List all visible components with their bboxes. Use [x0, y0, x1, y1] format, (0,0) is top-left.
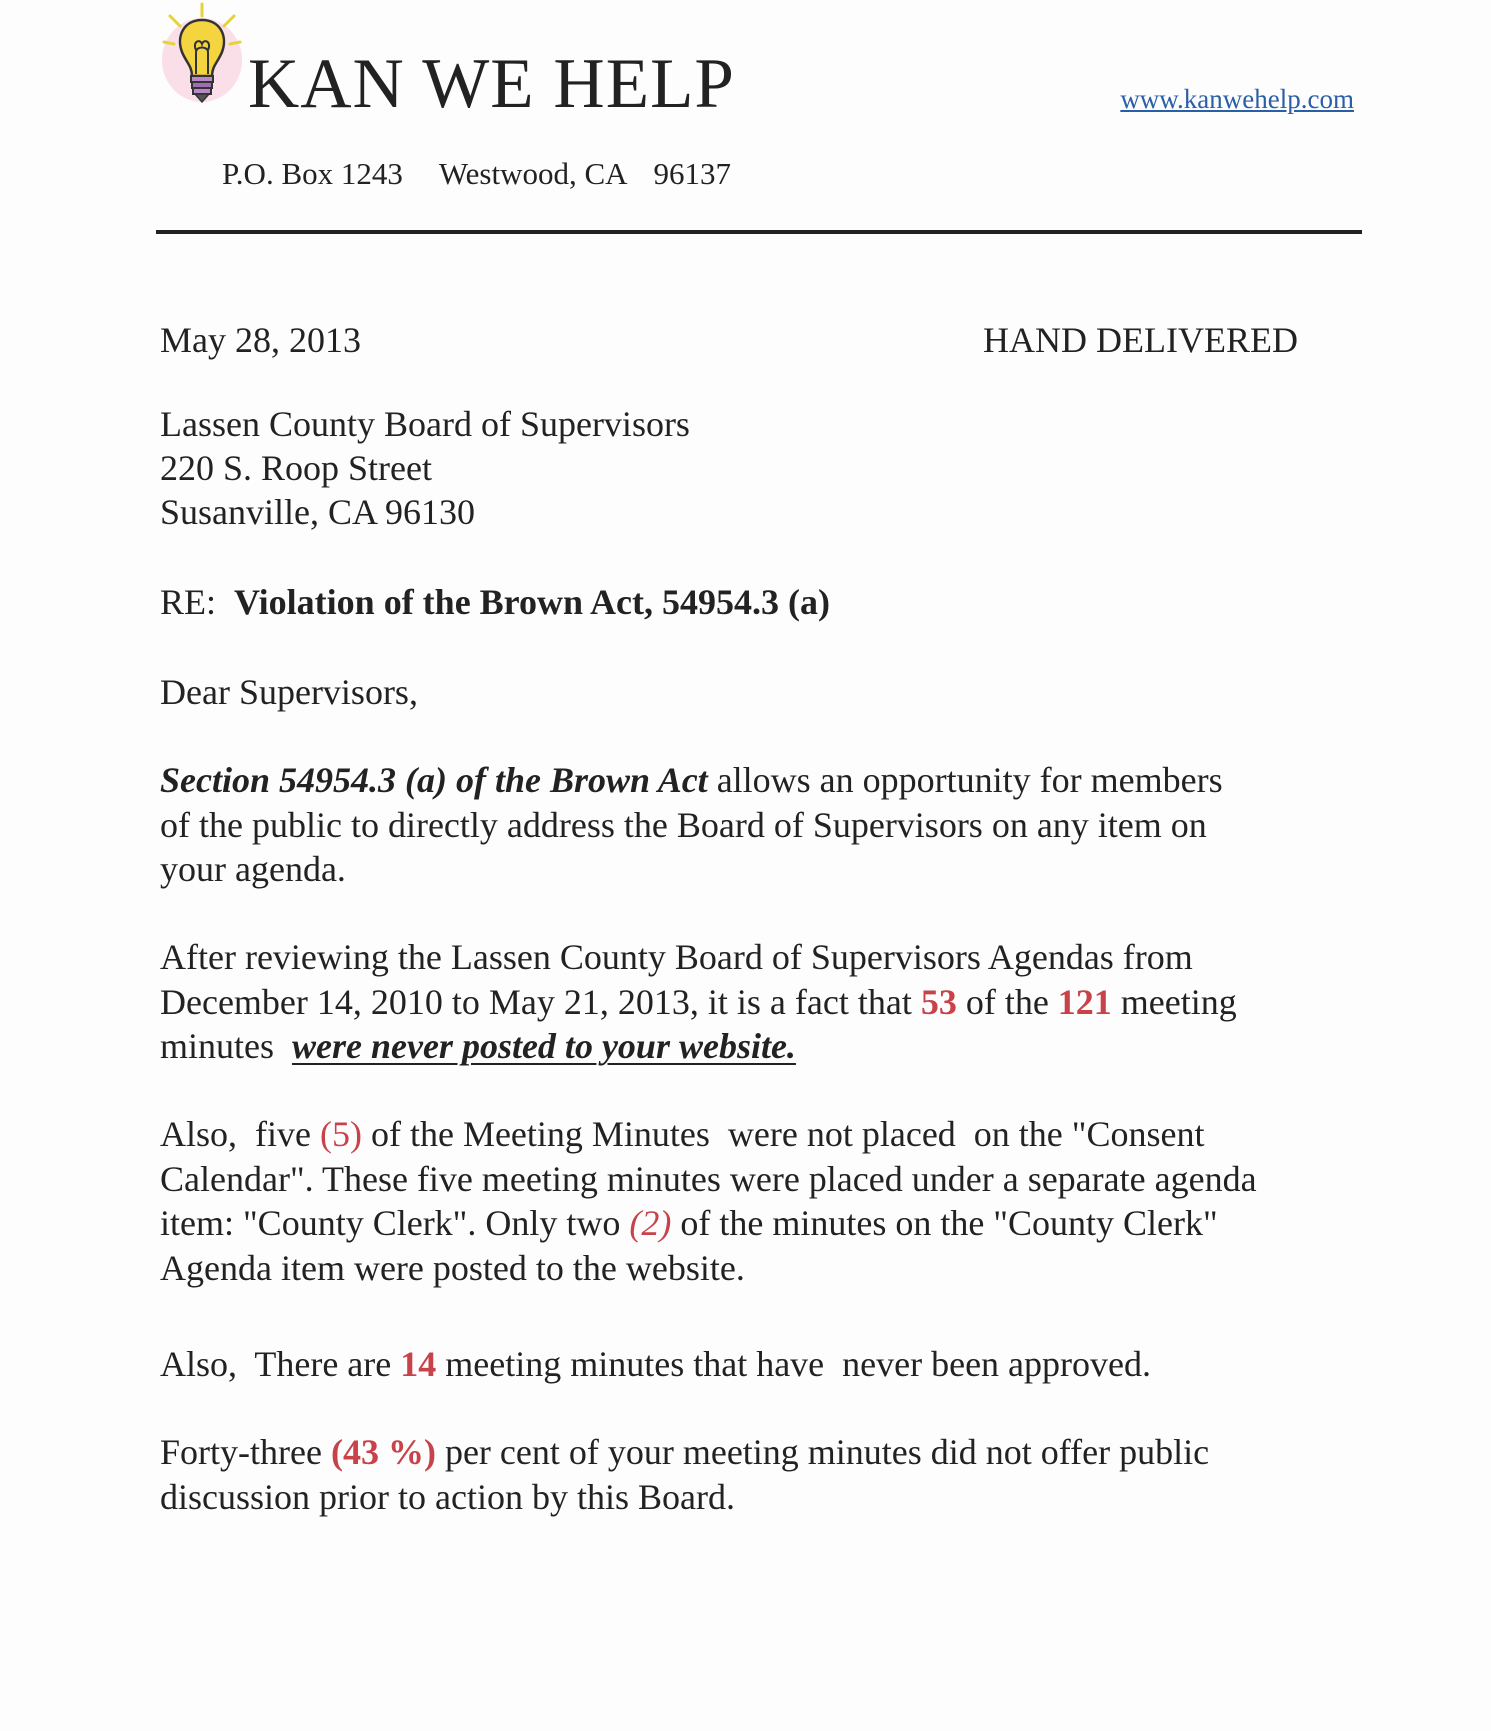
paragraph-text: meeting	[1111, 981, 1237, 1022]
salutation: Dear Supervisors,	[160, 672, 418, 712]
paragraph-text: of the public to directly address the Board of Supervisors on any item on	[160, 804, 1207, 845]
letterhead-address	[222, 156, 731, 192]
paragraph-text: Calendar". These five meeting minutes were placed under a separate agenda	[160, 1158, 1257, 1199]
recipient-street: 220 S. Roop Street	[160, 448, 433, 488]
paragraph-text: After reviewing the Lassen County Board of Supervisors Agendas from	[160, 937, 1193, 977]
paragraph-text: of the Meeting Minutes were not placed on the "Consent	[361, 1114, 1205, 1154]
recipient-name: Lassen County Board of Supervisors	[160, 404, 690, 444]
organization-name: KAN WE HELP	[248, 45, 735, 123]
paragraph-text: minutes	[160, 1026, 292, 1066]
paragraph-text: your agenda.	[160, 849, 346, 889]
percent-no-discussion: (43 %)	[330, 1432, 436, 1472]
paragraph-public-discussion	[160, 1430, 1209, 1519]
letterhead-divider	[156, 230, 1362, 234]
zip-code: 96137	[653, 156, 732, 191]
website-link[interactable]: www.kanwehelp.com	[1120, 84, 1354, 114]
paragraph-text: Also, five	[160, 1114, 320, 1154]
count-unposted: 53	[920, 981, 957, 1022]
delivery-method: HAND DELIVERED	[983, 320, 1298, 360]
paragraph-text: per cent of your meeting minutes did not offer public	[435, 1432, 1210, 1472]
paragraph-unapproved	[160, 1342, 1151, 1387]
paragraph-review	[160, 935, 1237, 1069]
paragraph-text: of the minutes on the "County Clerk"	[671, 1203, 1218, 1243]
paragraph-text: item: "County Clerk". Only two	[160, 1203, 630, 1243]
count-total: 121	[1057, 981, 1112, 1022]
subject-label: RE:	[160, 582, 217, 622]
paragraph-text: Also, There are	[160, 1344, 401, 1384]
paragraph-text: Agenda item were posted to the website.	[160, 1247, 745, 1288]
paragraph-text: allows an opportunity for members	[707, 760, 1223, 800]
count-five: (5)	[319, 1114, 362, 1154]
section-citation: Section 54954.3 (a) of the Brown Act	[160, 760, 708, 800]
paragraph-brown-act	[160, 758, 1223, 892]
subject-text: Violation of the Brown Act, 54954.3 (a)	[234, 582, 830, 622]
paragraph-text: Forty-three	[160, 1432, 331, 1472]
city-state: Westwood, CA	[438, 156, 628, 191]
paragraph-text: discussion prior to action by this Board.	[160, 1476, 735, 1517]
paragraph-consent-calendar	[160, 1112, 1257, 1290]
letter-date: May 28, 2013	[160, 320, 361, 360]
count-two: (2)	[629, 1203, 672, 1243]
paragraph-text: December 14, 2010 to May 21, 2013, it is a fact that	[160, 981, 921, 1022]
lightbulb-icon	[160, 2, 252, 110]
paragraph-text: meeting minutes that have never been approved.	[436, 1344, 1151, 1384]
subject-line	[160, 580, 830, 624]
count-unapproved: 14	[400, 1344, 437, 1384]
paragraph-text: of the	[956, 981, 1058, 1022]
po-box: P.O. Box 1243	[222, 156, 403, 191]
recipient-city: Susanville, CA 96130	[160, 492, 476, 532]
emphasis-never-posted: were never posted to your website.	[292, 1026, 796, 1066]
